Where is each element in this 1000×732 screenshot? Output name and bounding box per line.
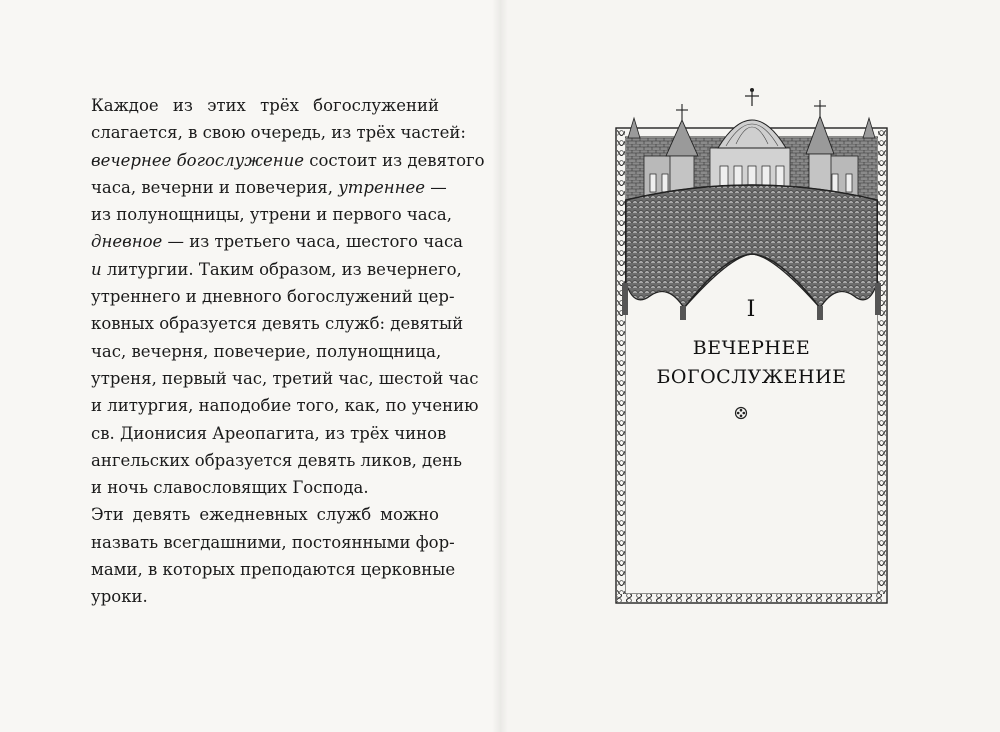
chapter-title [614,334,889,392]
italic-phrase: дневное [91,232,163,252]
text-run: из полунощницы, утрени и первого часа, [91,205,452,225]
text-run: ковных образуется девять служб: девятый [91,314,464,334]
paragraph-2 [91,501,456,610]
text-line [91,501,439,528]
text-run: час, вечерня, повечерие, полунощница, [91,341,442,361]
italic-phrase: вечернее богослужение [91,150,304,170]
italic-phrase: утреннее [338,177,426,197]
text-line [91,228,464,255]
text-run: часа, вечерни и повечерия, [91,177,339,197]
text-line [91,119,466,146]
paragraph-1 [91,92,485,501]
text-run: св. Дионисия Ареопагита, из трёх чинов [91,423,447,443]
text-run: ангельских образуется девять ликов, день [91,450,462,470]
text-line [91,256,462,283]
text-line [91,474,439,501]
text-run: Эти девять ежедневных служб можно [91,505,439,525]
text-run: и ночь славословящих Господа. [91,478,369,498]
text-run: и литургия, наподобие того, как, по учению [91,396,479,416]
text-line [91,338,442,365]
text-line [91,583,439,610]
text-run: литургии. Таким образом, из вечернего, [101,259,462,279]
text-line [91,147,485,174]
text-line [91,310,464,337]
text-run: утреня, первый час, третий час, шестой час [91,368,479,388]
text-run: — из третьего часа, шестого часа [162,232,464,252]
text-run: Каждое из этих трёх богослужений [91,96,439,115]
book-gutter [492,0,508,732]
text-run: слагается, в свою очередь, из трёх частей: [91,123,466,143]
text-run: уроки. [91,587,148,607]
text-line [91,392,479,419]
text-line [91,420,447,447]
text-line [91,447,462,474]
text-line [91,365,479,392]
chapter-number: I [746,297,757,322]
rosette-icon [734,406,748,420]
italic-phrase: и [91,259,102,279]
text-line [91,529,455,556]
text-line [91,556,456,583]
text-run: состоит из девятого [303,150,485,170]
chapter-title-line-2: БОГОСЛУЖЕНИЕ [656,366,847,388]
text-run: назвать всегдашними, постоянными фор- [91,532,455,552]
text-run: утреннего и дневного богослужений цер- [91,287,455,307]
text-line [91,283,455,310]
body-text [91,92,485,611]
text-line [91,201,452,228]
text-run: — [425,177,447,197]
text-line [91,174,447,201]
chapter-title-line-1: ВЕЧЕРНЕЕ [692,337,811,359]
text-line [91,92,439,119]
text-run: мами, в которых преподаются церковные [91,560,456,580]
